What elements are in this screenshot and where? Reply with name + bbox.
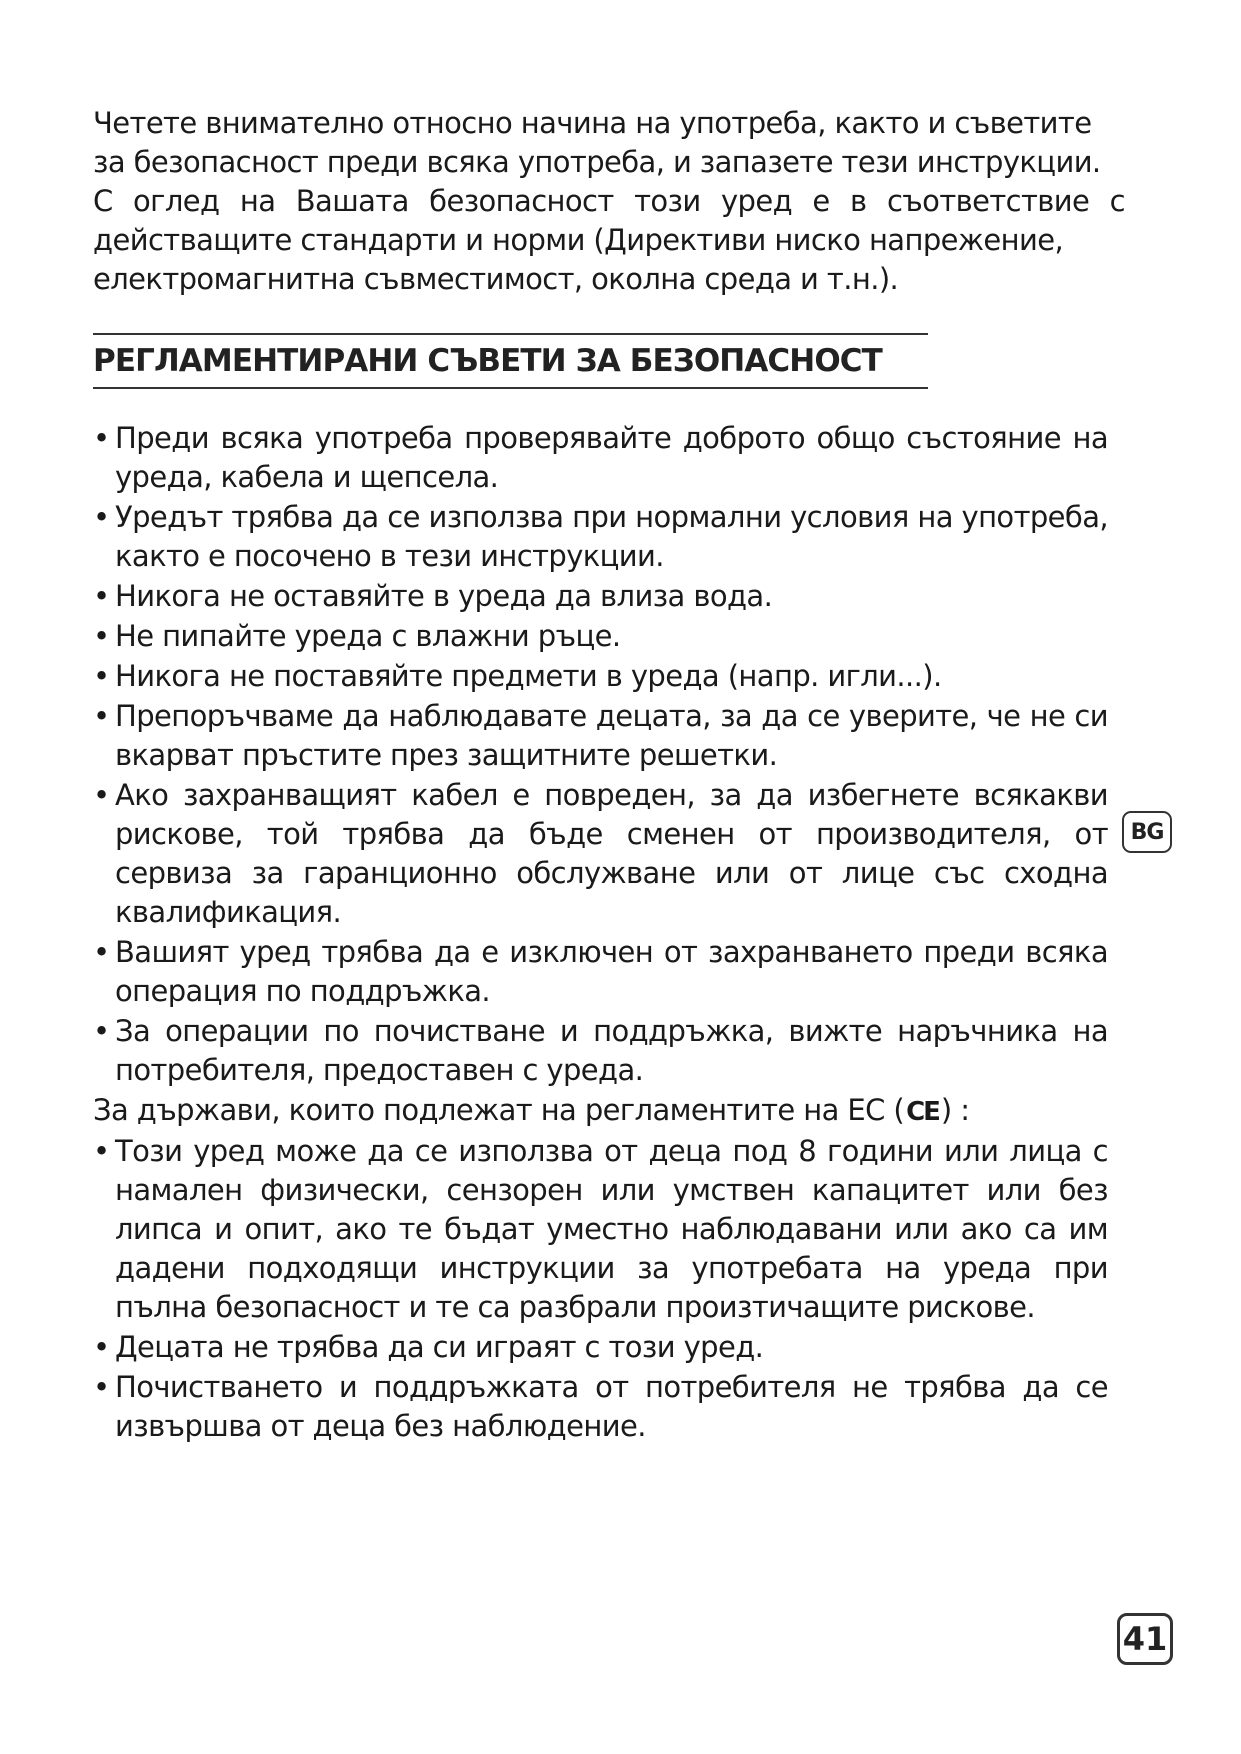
list-item-text: Не пипайте уреда с влажни ръце.: [115, 619, 621, 653]
list-item-text: Препоръчваме да наблюдавате децата, за да се уверите, че не си вкарват пръстите през защитните решетки.: [115, 699, 1108, 772]
ec-suffix: ) :: [940, 1093, 970, 1127]
language-badge: BG: [1122, 811, 1172, 853]
list-item-text: Преди всяка употреба проверявайте доброто общо състояние на уреда, кабела и щепсела.: [115, 421, 1108, 494]
intro-line: действащите стандарти и норми (Директиви ниско напрежение,: [93, 223, 1064, 257]
list-item: [93, 617, 1108, 656]
bullet-dot: •: [93, 699, 110, 733]
list-item-text: Ако захранващият кабел е повреден, за да избегнете всякакви рискове, той трябва да бъде сменен от производителя, от сервиза за гаранционно обслужване или от лице със сходна квалификация.: [115, 778, 1108, 929]
intro-line: Четете внимателно относно начина на употреба, както и съветите: [93, 106, 1092, 140]
list-item: [93, 776, 1108, 932]
list-item-text: За операции по почистване и поддръжка, вижте наръчника на потребителя, предоставен с уреда.: [115, 1014, 1108, 1087]
bullet-dot: •: [93, 1370, 110, 1404]
intro-line: С оглед на Вашата безопасност този уред е в съответствие с: [93, 184, 1125, 218]
list-item-text: Този уред може да се използва от деца под 8 години или лица с намален физически, сензорен или умствен капацитет или без липса и опит, ако те бъдат уместно наблюдавани или ако са им дадени подходящи инструкции за употребата на уреда при пълна безопасност и те са разбрали произтичащите рискове.: [115, 1134, 1108, 1324]
list-item: [93, 697, 1108, 775]
list-item: [93, 419, 1108, 497]
bullet-dot: •: [93, 421, 110, 455]
ec-regulation-line: [93, 1091, 1108, 1132]
list-item: [93, 498, 1108, 576]
section-heading: РЕГЛАМЕНТИРАНИ СЪВЕТИ ЗА БЕЗОПАСНОСТ: [93, 343, 882, 379]
section-heading-box: [93, 333, 928, 389]
list-item-text: Никога не оставяйте в уреда да влиза вода.: [115, 579, 773, 613]
bullet-dot: •: [93, 659, 110, 693]
list-item: [93, 577, 1108, 616]
list-item: [93, 1012, 1108, 1090]
list-item-text: Никога не поставяйте предмети в уреда (напр. игли...).: [115, 659, 942, 693]
list-item-text: Децата не трябва да си играят с този уред.: [115, 1330, 764, 1364]
ce-mark-icon: CE: [906, 1097, 939, 1127]
bullet-dot: •: [93, 500, 110, 534]
bullet-dot: •: [93, 1134, 110, 1168]
bullet-dot: •: [93, 619, 110, 653]
intro-paragraph: [93, 104, 1125, 299]
list-item: [93, 1368, 1108, 1446]
intro-line: електромагнитна съвместимост, околна среда и т.н.).: [93, 262, 899, 296]
ec-prefix: За държави, които подлежат на регламентите на ЕС (: [93, 1093, 905, 1127]
list-item: [93, 657, 1108, 696]
list-item-text: Вашият уред трябва да е изключен от захранването преди всяка операция по поддръжка.: [115, 935, 1108, 1008]
list-item-text: Уредът трябва да се използва при нормални условия на употреба, както е посочено в тези инструкции.: [115, 500, 1108, 573]
list-item: [93, 1132, 1108, 1327]
page-number: 41: [1117, 1613, 1173, 1665]
bullet-dot: •: [93, 579, 110, 613]
safety-list: [93, 419, 1108, 1446]
bullet-dot: •: [93, 935, 110, 969]
list-item: [93, 1328, 1108, 1367]
list-item: [93, 933, 1108, 1011]
manual-page: [93, 104, 1125, 1447]
bullet-dot: •: [93, 1014, 110, 1048]
intro-line: за безопасност преди всяка употреба, и запазете тези инструкции.: [93, 145, 1101, 179]
list-item-text: Почистването и поддръжката от потребителя не трябва да се извършва от деца без наблюдение.: [115, 1370, 1108, 1443]
bullet-dot: •: [93, 778, 110, 812]
bullet-dot: •: [93, 1330, 110, 1364]
